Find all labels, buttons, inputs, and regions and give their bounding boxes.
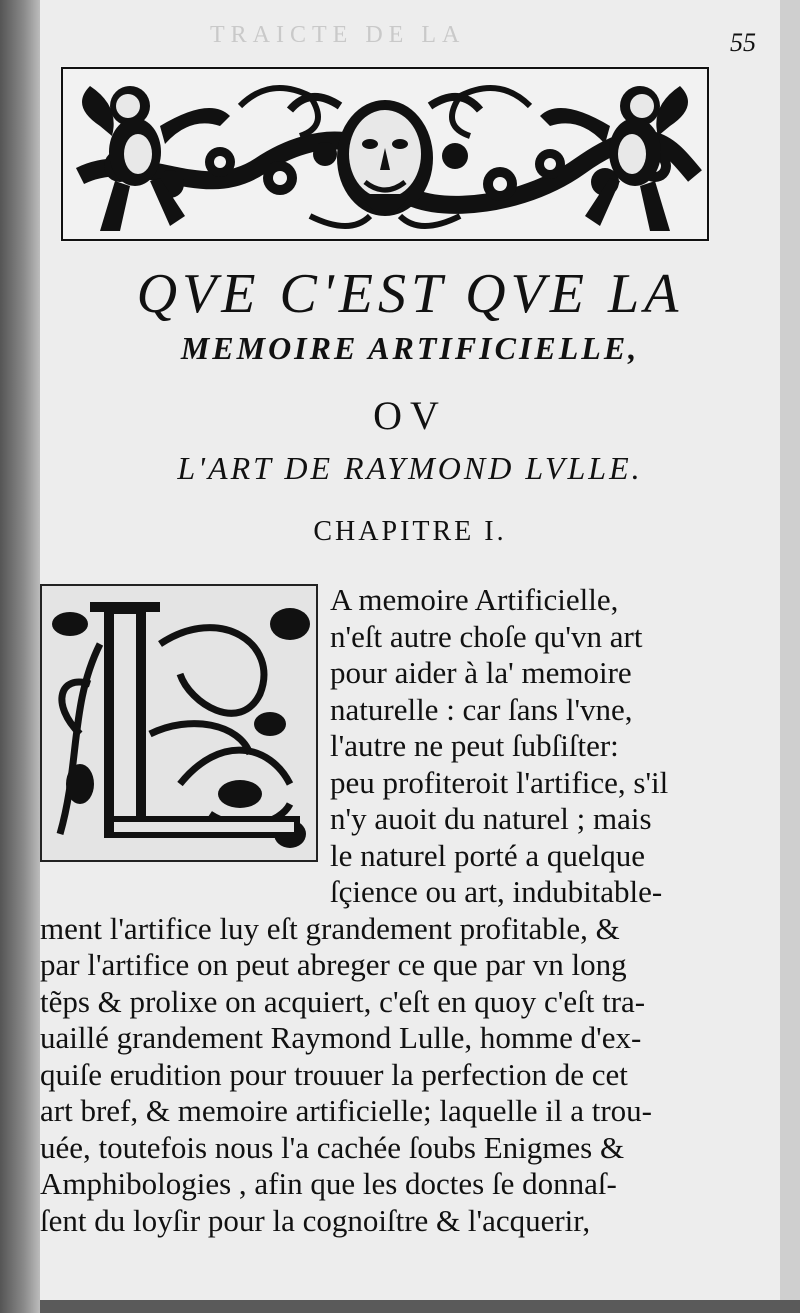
page-bottom-edge (40, 1300, 800, 1313)
title-line-1: QVE C'EST QVE LA (136, 263, 684, 325)
text-line: ment l'artifice luy eſt grandement profitable, & (40, 910, 620, 946)
page-right-edge (780, 0, 800, 1313)
running-head-bleedthrough: TRAICTE DE LA (210, 22, 466, 48)
text-line: naturelle : car ſans l'vne, (330, 691, 633, 727)
text-line: peu profiteroit l'artifice, s'il (330, 764, 669, 800)
text-line: par l'artifice on peut abreger ce que par vn long (40, 947, 627, 982)
text-line: l'autre ne peut ſubſiſter: (330, 728, 619, 763)
text-line: A memoire Artificielle, (330, 582, 619, 617)
text-line: ſçience ou art, indubitable- (330, 874, 663, 909)
text-line: tẽps & prolixe on acquiert, c'eſt en quoy c'eſt tra- (40, 983, 646, 1019)
text-line: ſent du loyſir pour la cognoiſtre & l'acquerir, (40, 1202, 591, 1238)
text-line: Amphibologies , afin que les doctes ſe donnaſ- (40, 1166, 617, 1201)
title-line-3: OV (373, 393, 447, 438)
text-line: art bref, & memoire artificielle; laquelle il a trou- (40, 1093, 652, 1128)
text-line: n'eſt autre choſe qu'vn art (330, 618, 643, 654)
title-line-4: L'ART DE RAYMOND LVLLE. (177, 450, 643, 486)
text-line: quiſe erudition pour trouuer la perfection de cet (40, 1056, 628, 1092)
text-line: pour aider à la' memoire (330, 655, 632, 690)
headpiece-ornament-icon (60, 66, 710, 242)
text-line: uée, toutefois nous l'a cachée ſoubs Enigmes & (40, 1129, 625, 1165)
book-page (40, 0, 780, 1300)
chapter-heading: CHAPITRE I. (313, 516, 507, 547)
text-line: n'y auoit du naturel ; mais (330, 801, 652, 836)
page-number: 55 (730, 28, 756, 57)
text-line: uaillé grandement Raymond Lulle, homme d'ex- (40, 1020, 642, 1055)
body-text (40, 582, 740, 1239)
binding-gutter (0, 0, 40, 1313)
text-line: le naturel porté a quelque (330, 837, 646, 873)
title-line-2: MEMOIRE ARTIFICIELLE, (180, 330, 640, 366)
